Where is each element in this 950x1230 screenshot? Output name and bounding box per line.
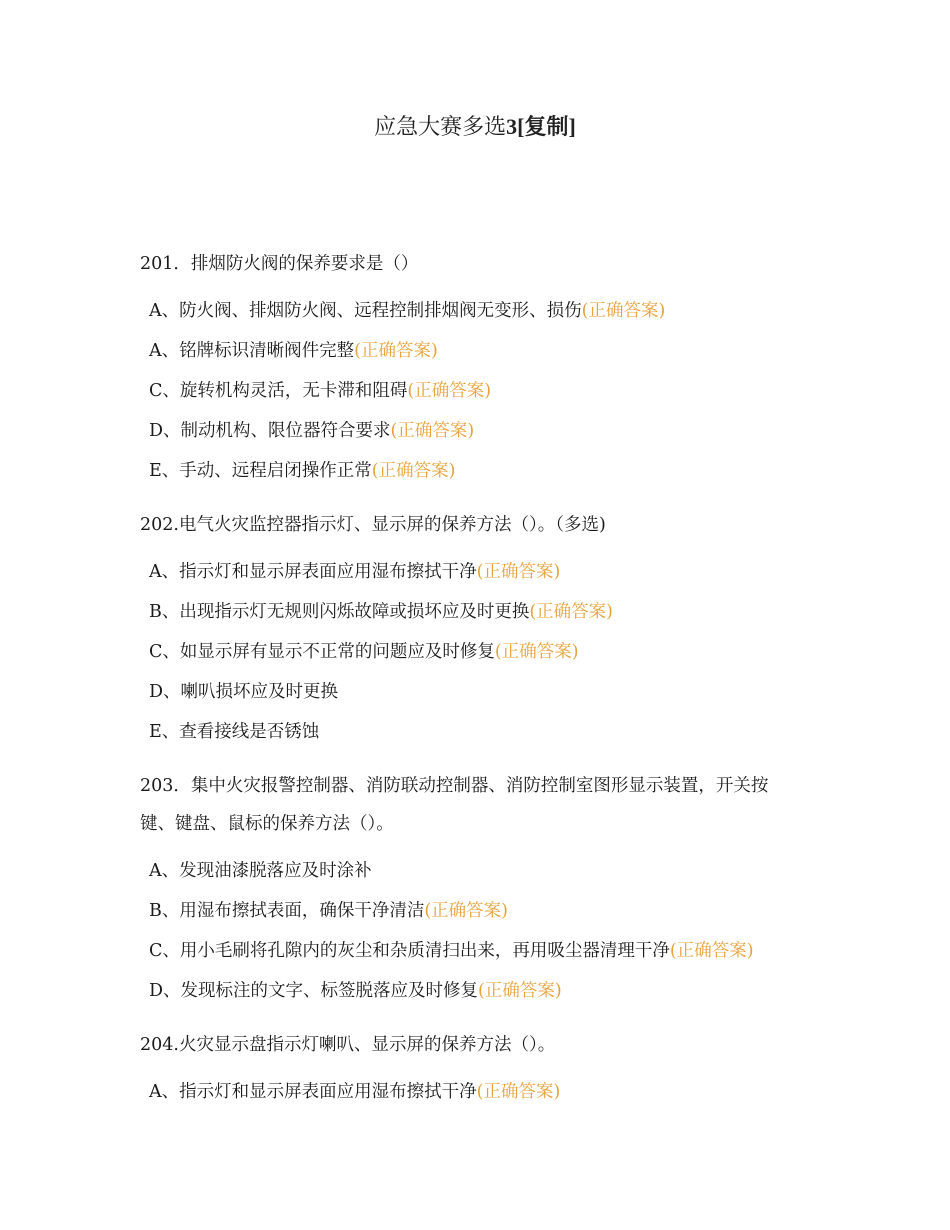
correct-answer-tag: (正确答案): [529, 602, 614, 622]
option-text: A、铭牌标识清晰阀件完整: [149, 341, 355, 361]
correct-answer-tag: (正确答案): [354, 341, 438, 361]
option-c: [140, 931, 820, 971]
correct-answer-tag: (正确答案): [669, 941, 754, 961]
correct-answer-tag: (正确答案): [407, 381, 492, 401]
option-c: [140, 371, 820, 411]
option-c: [140, 632, 820, 672]
option-text: C、旋转机构灵活，无卡滞和阻碍: [149, 381, 408, 401]
title-suffix: [复制]: [517, 114, 576, 139]
option-text: D、喇叭损坏应及时更换: [149, 682, 339, 702]
correct-answer-tag: (正确答案): [371, 461, 456, 481]
document-title: [0, 112, 950, 143]
option-text: E、查看接线是否锈蚀: [149, 722, 320, 742]
option-text: A、指示灯和显示屏表面应用湿布擦拭干净: [149, 562, 477, 582]
option-text: C、如显示屏有显示不正常的问题应及时修复: [149, 642, 495, 662]
option-text: D、制动机构、限位器符合要求: [149, 421, 391, 441]
option-b: [140, 592, 820, 632]
option-text: B、出现指示灯无规则闪烁故障或损坏应及时更换: [149, 602, 530, 622]
question-204: [140, 1026, 820, 1112]
option-a: [140, 552, 820, 592]
question-stem: 201．排烟防火阀的保养要求是（）: [140, 254, 419, 274]
correct-answer-tag: (正确答案): [581, 301, 666, 321]
option-a: [140, 291, 820, 331]
question-list: [140, 245, 820, 1112]
correct-answer-tag: (正确答案): [424, 901, 509, 921]
option-text: A、发现油漆脱落应及时涂补: [149, 861, 372, 881]
correct-answer-tag: (正确答案): [390, 421, 475, 441]
title-number: 3: [506, 114, 518, 139]
question-202: [140, 506, 820, 752]
option-e: [140, 451, 820, 491]
option-d: [140, 672, 820, 712]
correct-answer-tag: (正确答案): [476, 1082, 561, 1102]
option-b: [140, 891, 820, 931]
option-a: [140, 851, 820, 891]
question-stem: 204.火灾显示盘指示灯喇叭、显示屏的保养方法（）。: [140, 1035, 556, 1055]
option-text: C、用小毛刷将孔隙内的灰尘和杂质清扫出来，再用吸尘器清理干净: [149, 941, 670, 961]
option-text: A、指示灯和显示屏表面应用湿布擦拭干净: [149, 1082, 477, 1102]
option-text: A、防火阀、排烟防火阀、远程控制排烟阀无变形、损伤: [149, 301, 582, 321]
question-201: [140, 245, 820, 491]
question-stem: 202.电气火灾监控器指示灯、显示屏的保养方法（）。（多选): [140, 515, 606, 535]
option-a2: [140, 331, 820, 371]
question-203: [140, 767, 820, 1011]
correct-answer-tag: (正确答案): [476, 562, 561, 582]
option-d: [140, 971, 820, 1011]
option-text: D、发现标注的文字、标签脱落应及时修复: [149, 981, 479, 1001]
option-d: [140, 411, 820, 451]
question-stem-line2: 键、键盘、鼠标的保养方法（）。: [140, 814, 394, 834]
option-a: [140, 1072, 820, 1112]
correct-answer-tag: (正确答案): [494, 642, 579, 662]
option-e: [140, 712, 820, 752]
option-text: B、用湿布擦拭表面，确保干净清洁: [149, 901, 425, 921]
question-stem-line1: 203．集中火灾报警控制器、消防联动控制器、消防控制室图形显示装置，开关按: [140, 776, 769, 796]
option-text: E、手动、远程启闭操作正常: [149, 461, 372, 481]
title-text: 应急大赛多选: [374, 115, 507, 140]
correct-answer-tag: (正确答案): [478, 981, 562, 1001]
